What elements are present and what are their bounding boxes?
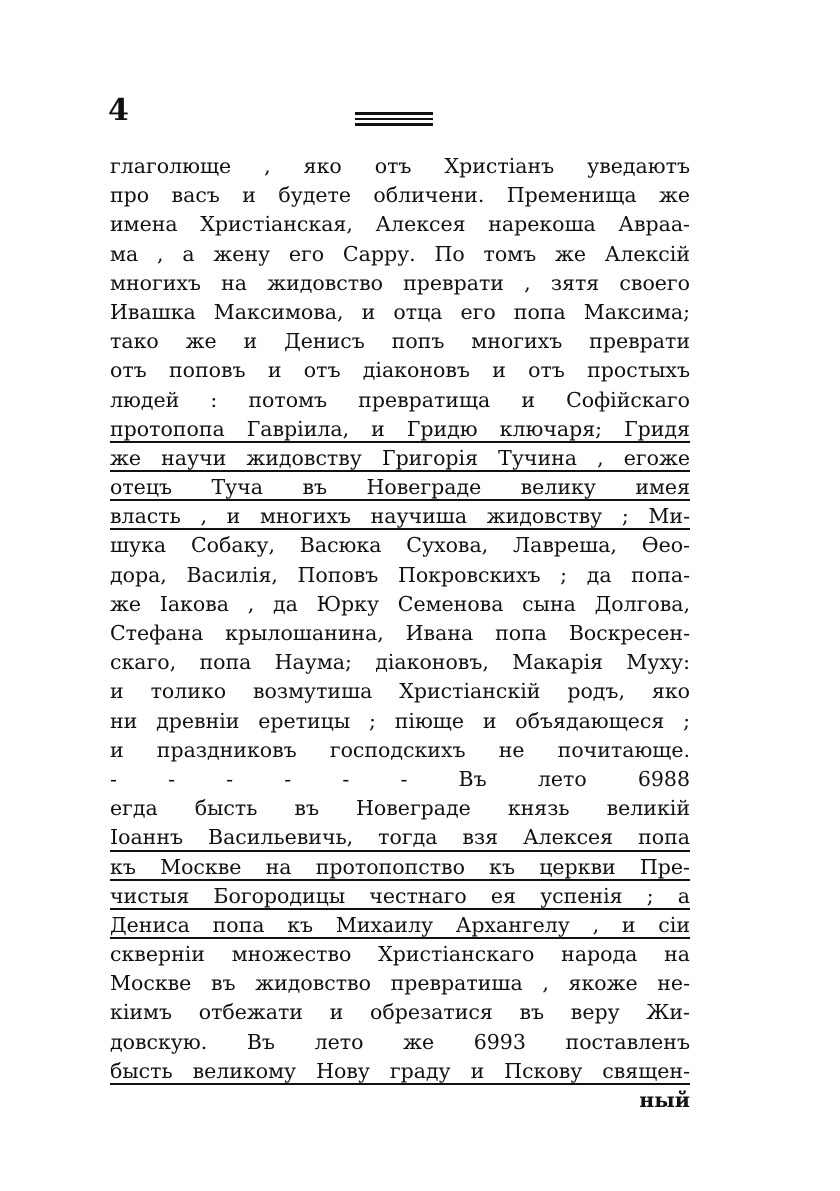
text-line: и праздниковъ господскихъ не почитающе. bbox=[110, 737, 690, 762]
text-line: про васъ и будете обличени. Пременища же bbox=[110, 183, 690, 208]
text-line: имена Христіанская, Алексея нарекоша Авраа- bbox=[110, 212, 690, 237]
text-line: многихъ на жидовство преврати , зятя своего bbox=[110, 270, 690, 295]
text-line: Стефана крылошанина, Ивана попа Воскресен- bbox=[110, 621, 690, 645]
text-line: кіимъ отбежати и обрезатися въ веру Жи- bbox=[110, 1000, 690, 1025]
text-line: дора, Василія, Поповъ Покровскихъ ; да попа- bbox=[110, 562, 690, 587]
catchword: ный bbox=[639, 1088, 690, 1112]
text-line: егда бысть въ Новеграде князь великій bbox=[110, 796, 690, 821]
text-line: и толико возмутиша Христіанскій родъ, яко bbox=[110, 679, 690, 704]
text-line: къ Москве на протопопство къ церкви Пре- bbox=[110, 853, 690, 882]
text-line: отъ поповъ и отъ діаконовъ и отъ простыхъ bbox=[110, 358, 690, 383]
text-line: бысть великому Нову граду и Пскову священ- bbox=[110, 1057, 690, 1086]
year-heading-line: - - - - - - Въ лето 6988 bbox=[110, 766, 690, 791]
text-line: власть , и многихъ научиша жидовству ; Ми- bbox=[110, 502, 690, 531]
text-line: шука Собаку, Васюка Сухова, Лавреша, Ѳео- bbox=[110, 533, 690, 558]
header-rule-ornament bbox=[355, 112, 433, 128]
text-line: глаголюще , яко отъ Христіанъ уведаютъ bbox=[110, 154, 690, 178]
text-line: Ивашка Максимова, и отца его попа Максима; bbox=[110, 299, 690, 324]
text-line: ни древніи еретицы ; піюще и объядающеся ; bbox=[110, 708, 690, 733]
text-line: отецъ Туча въ Новеграде велику имея bbox=[110, 473, 690, 502]
text-line: же Іакова , да Юрку Семенова сына Долгова, bbox=[110, 591, 690, 616]
text-line: же научи жидовству Григорія Тучина , егоже bbox=[110, 444, 690, 473]
text-line: Москве въ жидовство превратиша , якоже не- bbox=[110, 971, 690, 996]
text-line: протопопа Гавріила, и Гридю ключаря; Гридя bbox=[110, 415, 690, 444]
page-number: 4 bbox=[108, 93, 129, 128]
text-line: довскую. Въ лето же 6993 поставленъ bbox=[110, 1029, 690, 1054]
text-line: чистыя Богородицы честнаго ея успенія ; а bbox=[110, 882, 690, 911]
text-line: скверніи множество Христіанскаго народа на bbox=[110, 942, 690, 967]
text-line: ма , а жену его Сарру. По томъ же Алексій bbox=[110, 241, 690, 266]
text-line: Іоаннъ Васильевичь, тогда взя Алексея попа bbox=[110, 823, 690, 852]
text-line: людей : потомъ превратища и Софійскаго bbox=[110, 387, 690, 412]
body-text bbox=[110, 152, 690, 1115]
text-line: тако же и Денисъ попъ многихъ преврати bbox=[110, 329, 690, 354]
text-line: скаго, попа Наума; діаконовъ, Макарія Муху: bbox=[110, 650, 690, 675]
text-line: Дениса попа къ Михаилу Архангелу , и сіи bbox=[110, 911, 690, 940]
